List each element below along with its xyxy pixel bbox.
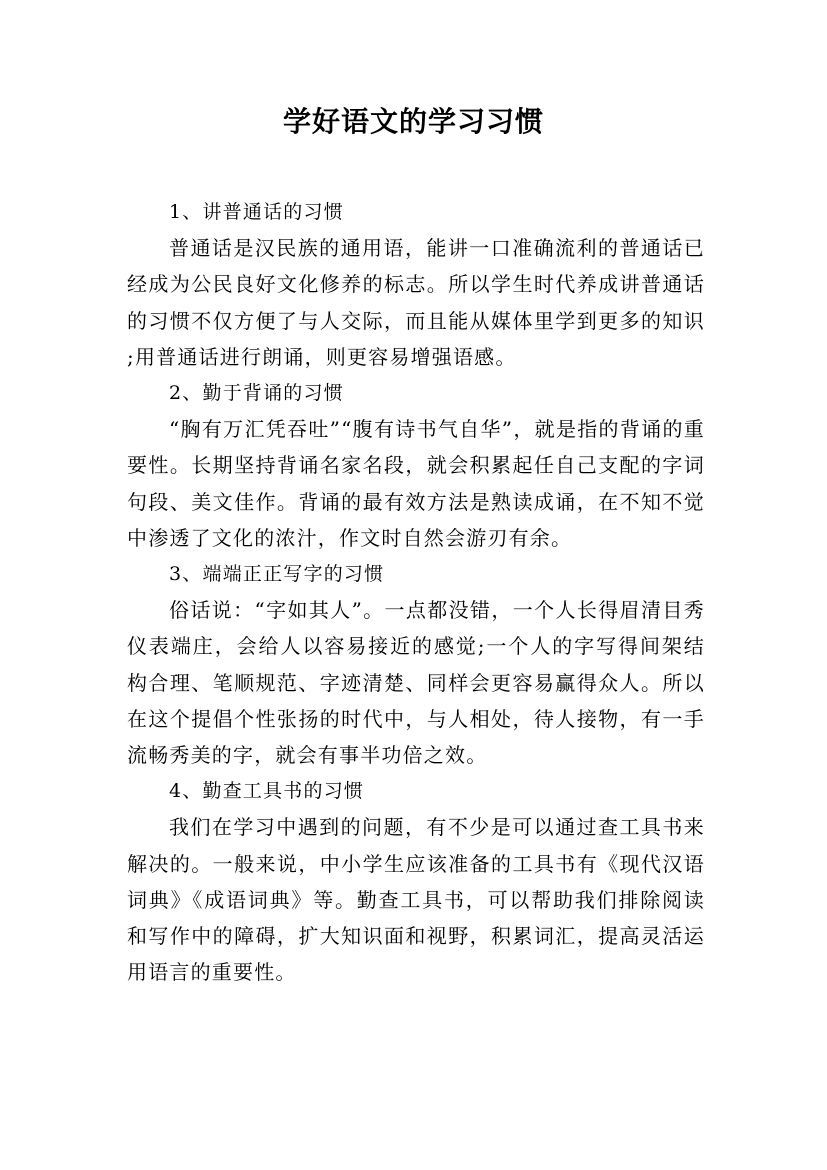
section-putonghua bbox=[127, 194, 705, 375]
section-heading: 1、讲普通话的习惯 bbox=[169, 201, 344, 223]
section-heading: 2、勤于背诵的习惯 bbox=[169, 382, 344, 405]
section-reference-books bbox=[127, 773, 705, 990]
document-body bbox=[127, 194, 705, 990]
section-handwriting bbox=[127, 556, 705, 773]
document-title: 学好语文的学习习惯 bbox=[282, 105, 544, 138]
section-paragraph: 普通话是汉民族的通用语，能讲一口准确流利的普通话已经成为公民良好文化修养的标志。所以学生时代养成讲普通话的习惯不仅方便了与人交际，而且能从媒体里学到更多的知识;用普通话进行朗诵，则更容易增强语感。 bbox=[127, 236, 705, 369]
section-heading: 4、勤查工具书的习惯 bbox=[169, 780, 365, 803]
section-recitation bbox=[127, 375, 705, 556]
section-heading: 3、端端正正写字的习惯 bbox=[169, 563, 385, 586]
section-paragraph: 我们在学习中遇到的问题，有不少是可以通过查工具书来解决的。一般来说，中小学生应该准备的工具书有《现代汉语词典》《成语词典》等。勤查工具书，可以帮助我们排除阅读和写作中的障碍，扩大知识面和视野，积累词汇，提高灵活运用语言的重要性。 bbox=[127, 815, 705, 985]
section-paragraph: “胸有万汇凭吞吐”“腹有诗书气自华”，就是指的背诵的重要性。长期坚持背诵名家名段，就会积累起任自己支配的字词句段、美文佳作。背诵的最有效方法是熟读成诵，在不知不觉中渗透了文化的浓汁，作文时自然会游刃有余。 bbox=[127, 417, 705, 550]
section-paragraph: 俗话说：“字如其人”。一点都没错，一个人长得眉清目秀仪表端庄，会给人以容易接近的感觉;一个人的字写得间架结构合理、笔顺规范、字迹清楚、同样会更容易赢得众人。所以在这个提倡个性张扬的时代中，与人相处，待人接物，有一手流畅秀美的字，就会有事半功倍之效。 bbox=[127, 598, 705, 768]
